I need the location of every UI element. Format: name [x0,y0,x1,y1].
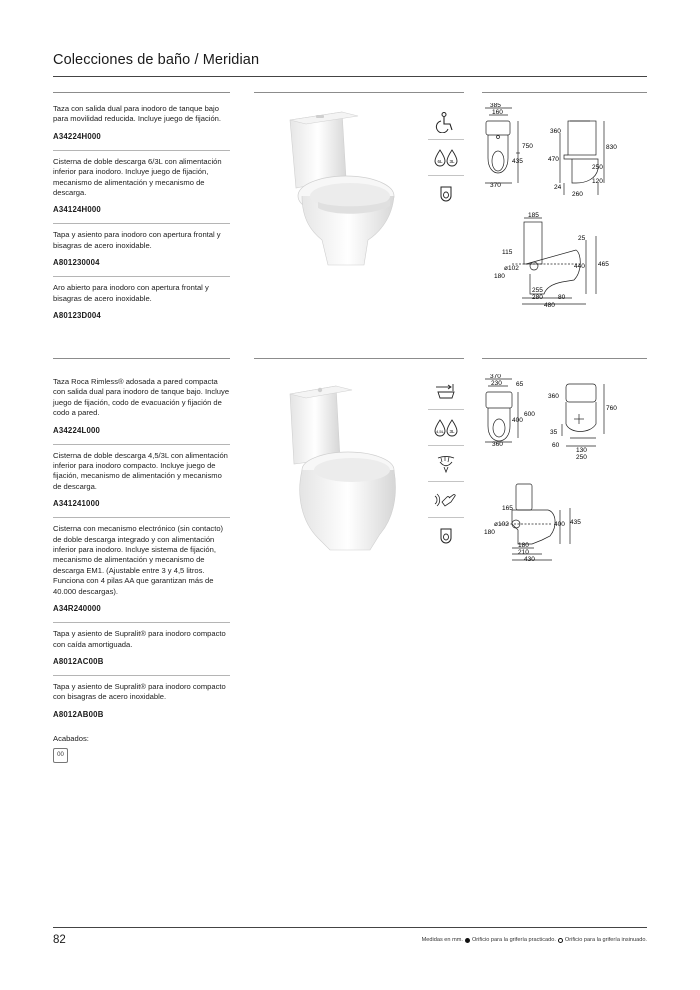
dim-label: 25 [578,235,586,242]
footer-rule [53,927,647,928]
dim-label: 65 [516,381,524,388]
dim-label: 435 [512,158,523,165]
dim-label: 750 [522,143,533,150]
rear-outlet-icon [428,518,464,554]
product-code: A8012AB00B [53,709,104,719]
list-item [53,445,230,519]
section2-feature-icons [428,374,464,554]
section1-drawing-top [480,103,650,203]
section2-drawing-top [480,374,650,474]
product-code: A80123D004 [53,311,101,321]
filled-dot-icon [465,938,470,943]
dim-label: 470 [548,156,559,163]
dim-label: 260 [572,191,583,198]
product-code: A34R240000 [53,604,101,614]
dim-label: 230 [491,380,502,387]
dim-label: 255 [532,287,543,294]
product-description: Tapa y asiento de Supralit® para inodoro compacto con caída amortiguada. [53,629,226,649]
section1-drawing-side [482,210,652,315]
flush-label-small: 3L [449,428,455,434]
page-title: Colecciones de baño / Meridian [53,52,260,68]
product-code: A801230004 [53,258,100,268]
dual-flush-icon [428,410,464,446]
product-code: A34124H000 [53,205,101,215]
flush-label-large: 6L [437,158,443,164]
dim-label: 370 [490,374,501,380]
touchless-flush-icon [428,482,464,518]
dim-label: 160 [492,109,503,116]
dim-label: 600 [524,411,535,418]
dim-label: 440 [574,263,585,270]
section2-product-list [53,371,230,728]
finish-swatch[interactable]: 00 [53,748,68,763]
dim-label: 360 [548,393,559,400]
dim-label: 435 [570,519,581,526]
dim-label: 250 [592,164,603,171]
dim-label: 120 [592,178,603,185]
section1-feature-icons [428,104,464,212]
dim-label: 250 [576,454,587,461]
dim-label: 465 [598,261,609,268]
wheelchair-icon [428,104,464,140]
section1-product-list [53,98,230,329]
section2-rule-text [53,358,230,359]
page-number: 82 [53,934,66,946]
product-description: Tapa y asiento de Supralit® para inodoro compacto con bisagras de acero inoxidable. [53,681,226,702]
dim-label: 830 [606,144,617,151]
list-item [53,371,230,445]
section1-rule-text [53,92,230,93]
dim-label: 385 [490,103,501,109]
product-description: Tapa y asiento para inodoro con apertura frontal y bisagras de acero inoxidable. [53,230,221,250]
product-description: Aro abierto para inodoro con apertura frontal y bisagras de acero inoxidable. [53,283,209,303]
product-code: A34224H000 [53,131,101,141]
dim-label: 35 [550,429,558,436]
dim-label: 760 [606,405,617,412]
footer-legend [422,937,647,943]
product-code: A8012AC00B [53,656,104,666]
flush-label-large: 4,5L [436,428,444,434]
footer-open-hole: Orificio para la grifería insinuado. [564,937,647,943]
dim-label: 210 [518,549,529,556]
list-item [53,623,230,676]
product-description: Cisterna de doble descarga 4,5/3L con alimentación inferior para inodoro compacto. Incluye juego de fijación, mecanismo de alimentación y mecanismo de descarga. [53,450,228,491]
open-dot-icon [558,938,563,943]
list-item [53,151,230,225]
list-item [53,518,230,623]
finishes-label: Acabados: [53,734,89,743]
dim-label: 400 [554,521,565,528]
dim-label: 360 [550,128,561,135]
dim-label: 360 [492,441,503,448]
dim-label: 180 [484,529,495,536]
section2-rule-photo [254,358,464,359]
dim-label: 430 [524,556,535,563]
list-item [53,277,230,329]
dim-label: 80 [558,294,566,301]
dim-label: ø102 [504,265,519,272]
section1-rule-photo [254,92,464,93]
dim-label: 185 [528,212,539,219]
footer-measures: Medidas en mm. [421,937,463,943]
dim-label: 115 [502,249,513,256]
dim-label: 130 [576,447,587,454]
dim-label: 60 [552,442,560,449]
dim-label: 370 [490,182,501,189]
flush-label-small: 3L [449,158,455,164]
dim-label: 480 [544,302,555,309]
dim-label: ø102 [494,521,509,528]
list-item [53,224,230,277]
product-description: Cisterna con mecanismo electrónico (sin contacto) de doble descarga integrado y con alimentación inferior para inodoro. Incluye sistema de fijación, mecanismo de alimentación y mecanismo de descarga EM1. (Ajustable entre 3 y 4,5 litros. Funciona con 4 pilas AA que garantizan más de 40.000 descargas). [53,524,224,596]
section1-toilet-photo [272,100,402,275]
section2-drawing-side [482,480,652,570]
dim-label: 180 [494,273,505,280]
dual-flush-icon [428,140,464,176]
dim-label: 165 [502,505,513,512]
section1-rule-drawing [482,92,647,93]
dim-label: 180 [518,542,529,549]
footer-filled-hole: Orificio para la grifería practicado. [471,937,556,943]
product-description: Cisterna de doble descarga 6/3L con alimentación inferior para inodoro. Incluye juego de fijación, mecanismo de alimentación y mecanismo de descarga. [53,156,222,198]
rimless-icon [428,446,464,482]
product-description: Taza con salida dual para inodoro de tanque bajo para movilidad reducida. Incluye juego de fijación. [53,104,222,124]
rear-outlet-icon [428,176,464,212]
product-code: A341241000 [53,499,100,509]
list-item [53,676,230,728]
product-code: A34224L000 [53,425,101,435]
compact-depth-icon [428,374,464,410]
list-item [53,98,230,151]
dim-label: 400 [512,417,523,424]
dim-label: 24 [554,184,562,191]
title-rule [53,76,647,77]
product-description: Taza Roca Rimless® adosada a pared compacta con salida dual para inodoro de tanque bajo. Incluye juego de fijación, codo de evacuación y fijación de codo a pared. [53,377,230,418]
section2-rule-drawing [482,358,647,359]
dim-label: 280 [532,294,543,301]
section2-toilet-photo [272,372,402,557]
